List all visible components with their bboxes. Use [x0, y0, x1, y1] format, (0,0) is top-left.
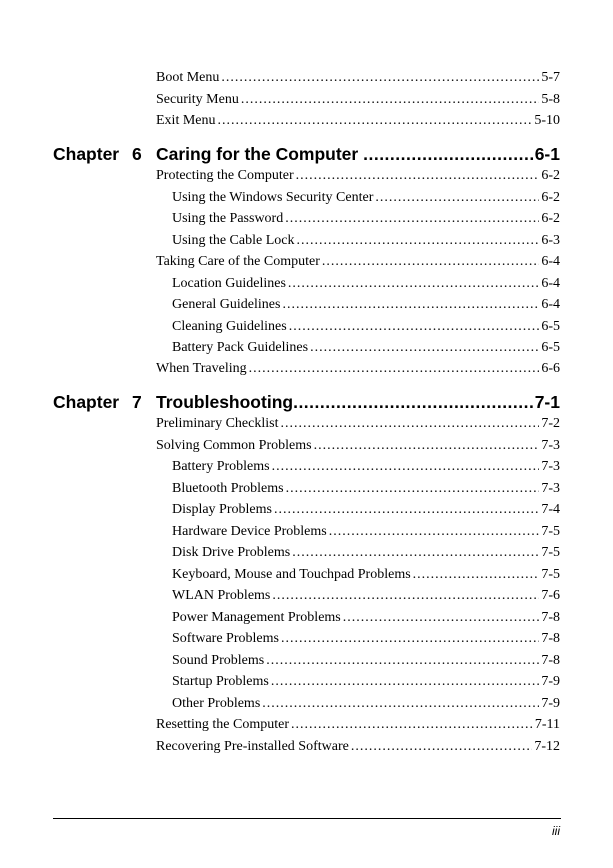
toc-subentry[interactable]: Battery Pack Guidelines ..... 6-5 [172, 339, 560, 357]
toc-entry[interactable]: Exit Menu ..... 5-10 [156, 112, 560, 130]
toc-subentry[interactable]: Display Problems ..... 7-4 [172, 501, 560, 519]
toc-entry[interactable]: Recovering Pre-installed Software ..... 7-12 [156, 738, 560, 756]
toc-entry[interactable]: Preliminary Checklist ..... 7-2 [156, 415, 560, 433]
chapter-6-label: Chapter 6 [53, 144, 142, 164]
toc-entry[interactable]: Resetting the Computer ..... 7-11 [156, 716, 560, 734]
toc-subentry[interactable]: Battery Problems ..... 7-3 [172, 458, 560, 476]
toc-entry[interactable]: Boot Menu ..... 5-7 [156, 69, 560, 87]
toc-subentry[interactable]: General Guidelines ..... 6-4 [172, 296, 560, 314]
toc-subentry[interactable]: Cleaning Guidelines ..... 6-5 [172, 318, 560, 336]
toc-entry[interactable]: Security Menu ..... 5-8 [156, 91, 560, 109]
toc-subentry[interactable]: Startup Problems ..... 7-9 [172, 673, 560, 691]
footer-rule [53, 818, 561, 819]
toc-entry[interactable]: Solving Common Problems ..... 7-3 [156, 437, 560, 455]
toc-subentry[interactable]: Keyboard, Mouse and Touchpad Problems ..... 7-5 [172, 566, 560, 584]
toc-subentry[interactable]: Power Management Problems ..... 7-8 [172, 609, 560, 627]
page-number: iii [552, 824, 560, 838]
toc-subentry[interactable]: Using the Password ..... 6-2 [172, 210, 560, 228]
toc-subentry[interactable]: Other Problems ..... 7-9 [172, 695, 560, 713]
toc-subentry[interactable]: Software Problems ..... 7-8 [172, 630, 560, 648]
toc-subentry[interactable]: Hardware Device Problems ..... 7-5 [172, 523, 560, 541]
toc-subentry[interactable]: Sound Problems ..... 7-8 [172, 652, 560, 670]
toc-entry[interactable]: Taking Care of the Computer ..... 6-4 [156, 253, 560, 271]
chapter-7-label: Chapter 7 [53, 392, 142, 412]
toc-subentry[interactable]: Using the Windows Security Center ..... 6-2 [172, 189, 560, 207]
toc-subentry[interactable]: Using the Cable Lock ..... 6-3 [172, 232, 560, 250]
toc-entry[interactable]: Protecting the Computer ..... 6-2 [156, 167, 560, 185]
chapter-7-heading[interactable]: Troubleshooting ..... 7-1 [156, 391, 560, 413]
chapter-6-heading[interactable]: Caring for the Computer ..... 6-1 [156, 143, 560, 165]
toc-entry[interactable]: When Traveling ..... 6-6 [156, 360, 560, 378]
toc-subentry[interactable]: Disk Drive Problems ..... 7-5 [172, 544, 560, 562]
toc-subentry[interactable]: Bluetooth Problems ..... 7-3 [172, 480, 560, 498]
toc-subentry[interactable]: WLAN Problems ..... 7-6 [172, 587, 560, 605]
toc-subentry[interactable]: Location Guidelines ..... 6-4 [172, 275, 560, 293]
